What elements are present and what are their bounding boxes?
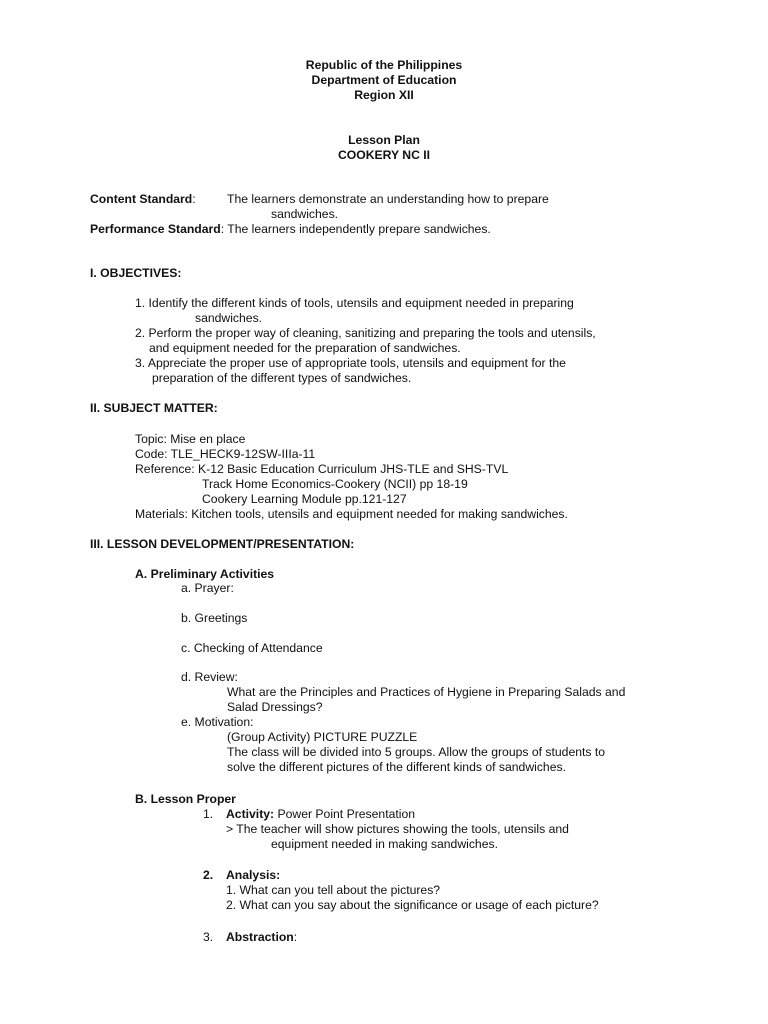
activity-number: 1. (203, 807, 214, 821)
motivation-line: solve the different pictures of the different kinds of sandwiches. (227, 760, 566, 774)
analysis-question: 1. What can you tell about the pictures? (226, 883, 441, 897)
lesson-proper-heading: B. Lesson Proper (135, 792, 236, 806)
analysis-question: 2. What can you say about the significance or usage of each picture? (226, 898, 599, 912)
prelim-attendance: c. Checking of Attendance (181, 641, 323, 655)
header-republic: Republic of the Philippines (305, 58, 463, 72)
content-standard-colon: : (192, 192, 196, 206)
prelim-prayer: a. Prayer: (181, 581, 234, 595)
objective-item: 2. Perform the proper way of cleaning, sanitizing and preparing the tools and utensils, (135, 326, 596, 340)
performance-standard-label: Performance Standard (90, 222, 221, 236)
abstraction-colon: : (293, 930, 298, 944)
performance-standard-text: : The learners independently prepare sandwiches. (220, 222, 491, 236)
subject-materials: Materials: Kitchen tools, utensils and equipment needed for making sandwiches. (135, 507, 568, 521)
activity-row (226, 807, 415, 822)
performance-standard-row (90, 222, 491, 237)
prelim-activities-heading: A. Preliminary Activities (135, 567, 275, 581)
objective-item: 3. Appreciate the proper use of appropriate tools, utensils and equipment for the (135, 356, 566, 370)
analysis-number: 2. (203, 868, 214, 882)
lesson-dev-heading: III. LESSON DEVELOPMENT/PRESENTATION: (90, 537, 355, 551)
objective-item: and equipment needed for the preparation of sandwiches. (149, 341, 461, 355)
content-standard-text: The learners demonstrate an understanding how to prepare (227, 192, 549, 206)
abstraction-number: 3. (203, 930, 214, 944)
abstraction-label: Abstraction (226, 930, 294, 944)
subject-matter-heading: II. SUBJECT MATTER: (90, 401, 218, 415)
objective-item: sandwiches. (195, 311, 263, 325)
header-department: Department of Education (311, 73, 457, 87)
prelim-motivation: e. Motivation: (181, 715, 254, 729)
content-standard-text-cont: sandwiches. (271, 207, 339, 221)
content-standard-label: Content Standard (90, 192, 193, 206)
review-question: What are the Principles and Practices of Hygiene in Preparing Salads and (227, 685, 626, 699)
content-standard-row (90, 192, 196, 207)
header-region: Region XII (354, 88, 414, 102)
prelim-greetings: b. Greetings (181, 611, 248, 625)
course-title: COOKERY NC II (337, 148, 431, 162)
subject-reference-cont: Track Home Economics-Cookery (NCII) pp 18-19 (202, 477, 468, 491)
subject-code: Code: TLE_HECK9-12SW-IIIa-11 (135, 447, 316, 461)
activity-label: Activity: (226, 807, 275, 821)
abstraction-row (226, 930, 297, 945)
activity-line: > The teacher will show pictures showing the tools, utensils and (226, 822, 569, 836)
objective-item: preparation of the different types of sandwiches. (152, 371, 412, 385)
analysis-label: Analysis: (226, 868, 281, 882)
review-question-cont: Salad Dressings? (227, 700, 323, 714)
objectives-heading: I. OBJECTIVES: (90, 266, 182, 280)
motivation-line: The class will be divided into 5 groups. Allow the groups of students to (227, 745, 606, 759)
subject-topic: Topic: Mise en place (135, 432, 246, 446)
prelim-review: d. Review: (181, 670, 238, 684)
subject-reference-cont: Cookery Learning Module pp.121-127 (202, 492, 407, 506)
activity-text: Power Point Presentation (274, 807, 416, 821)
motivation-line: (Group Activity) PICTURE PUZZLE (227, 730, 418, 744)
objective-item: 1. Identify the different kinds of tools, utensils and equipment needed in preparing (135, 296, 574, 310)
lesson-plan-title: Lesson Plan (348, 133, 420, 147)
activity-line-cont: equipment needed in making sandwiches. (271, 837, 498, 851)
subject-reference: Reference: K-12 Basic Education Curriculum JHS-TLE and SHS-TVL (135, 462, 509, 476)
